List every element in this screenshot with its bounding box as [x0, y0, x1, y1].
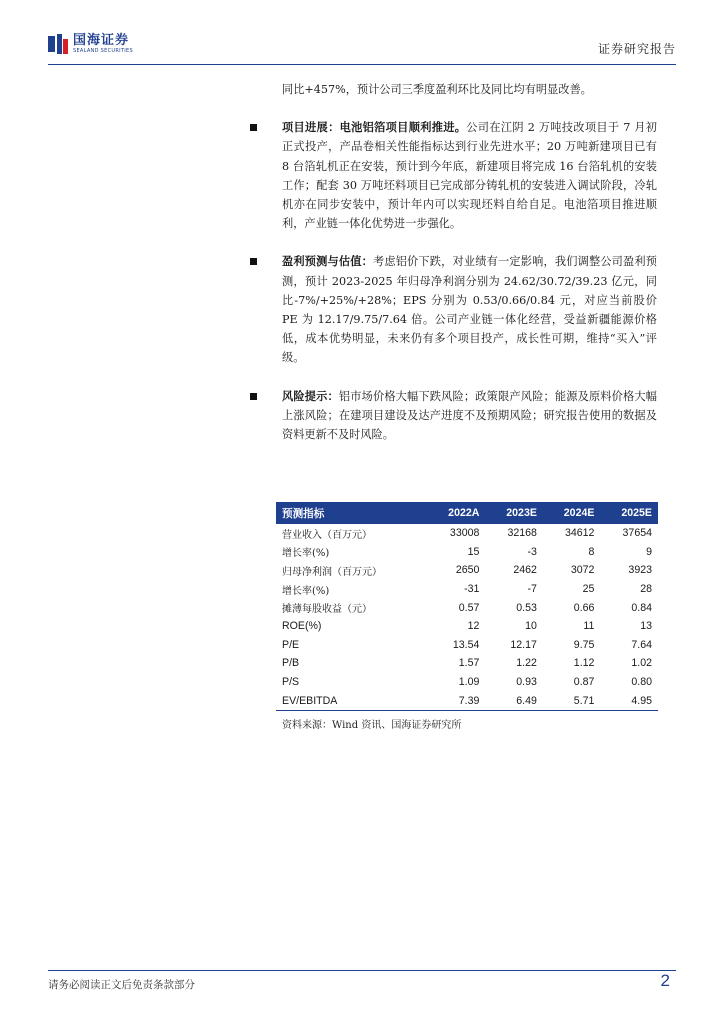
- table-row: [276, 543, 658, 562]
- table-cell: -3: [527, 545, 537, 558]
- table-cell: 25: [582, 583, 595, 596]
- table-cell: P/E: [282, 638, 300, 651]
- table-row: [276, 561, 658, 580]
- footer-disclaimer: 请务必阅读正文后免责条款部分: [48, 979, 195, 991]
- table-cell: 增长率(%): [282, 585, 330, 597]
- table-cell: EV/EBITDA: [276, 691, 427, 710]
- table-cell: 12.17: [510, 638, 537, 651]
- table-row: [276, 636, 658, 655]
- section-title: 项目进展：电池铝箔项目顺利推进。: [282, 120, 467, 135]
- section-text: 公司在江阴 2 万吨技改项目于 7 月初正式投产，产品卷相关性能指标达到行业先进水平；20 万吨新建项目已有 8 台箔轧机正在安装，预计到今年底，新建项目将完成 16 台箔轧机的安装工作；配套 30 万吨坯料项目已完成部分铸轧机的安装进入调试阶段，冷轧机亦在同步安装中，预计年内可以实现坯料自给自足。电池箔项目推进顺利，产业链一体化优势进一步强化。: [282, 121, 657, 231]
- table-cell: 2650: [455, 564, 480, 577]
- table-cell: 0.53: [516, 601, 537, 614]
- table-cell: 摊薄每股收益（元）: [282, 604, 372, 616]
- table-header-cell: 2023E: [485, 502, 543, 524]
- table-row: [276, 691, 658, 710]
- table-cell: 1.02: [631, 657, 652, 670]
- table-cell: 8: [588, 545, 595, 558]
- section-text: 考虑铝价下跌，对业绩有一定影响，我们调整公司盈利预测，预计 2023-2025 年归母净利润分别为 24.62/30.72/39.23 亿元，同比-7%/+25%/+28%；EPS 分别为 0.53/0.66/0.84 元，对应当前股价 PE 为 12.17/9.75/7.64 倍。公司产业链一体化经营，受益新疆能源价格低，成本优势明显，未来仍有多个项目投产，成长性可期，维持“买入”评级。: [282, 255, 657, 365]
- section-project-progress: [282, 118, 657, 233]
- table-cell: 0.57: [458, 601, 480, 614]
- page-number: 2: [660, 971, 670, 990]
- table-cell: 1.57: [458, 657, 480, 670]
- sealand-logo: [48, 32, 133, 56]
- table-cell: P/B: [282, 657, 300, 670]
- table-cell: 13: [640, 620, 652, 633]
- section-title: 盈利预测与估值：: [282, 254, 373, 269]
- forecast-table: [276, 502, 658, 711]
- table-cell: 3072: [570, 564, 595, 577]
- table-cell: 3923: [628, 564, 652, 577]
- table-row: [276, 673, 658, 692]
- table-header-cell: 2025E: [600, 502, 658, 524]
- table-source-note: 资料来源：Wind 资讯、国海证券研究所: [282, 720, 462, 731]
- table-row: [276, 580, 658, 599]
- table-cell: 0.93: [516, 676, 537, 689]
- table-cell: 归母净利润（百万元）: [282, 566, 382, 578]
- table-row: [276, 654, 658, 673]
- table-cell: 34612: [564, 527, 595, 540]
- table-cell: 37654: [622, 527, 652, 540]
- table-header-cell: 2022A: [427, 502, 485, 524]
- table-cell: P/S: [282, 676, 300, 689]
- logo-en: SEALAND SECURITIES: [73, 48, 133, 54]
- table-header-row: [276, 502, 658, 524]
- table-cell: 0.66: [573, 601, 595, 614]
- table-cell: 增长率(%): [282, 548, 330, 560]
- page-header: [48, 26, 676, 65]
- table-cell: 0.80: [631, 676, 652, 689]
- table-cell: 2462: [513, 564, 537, 577]
- bullet-square-icon: [250, 258, 257, 265]
- bullet-square-icon: [250, 393, 257, 400]
- section-text: 铝市场价格大幅下跌风险；政策限产风险；能源及原料价格大幅上涨风险；在建项目建设及达产进度不及预期风险；研究报告使用的数据及资料更新不及时风险。: [282, 389, 657, 442]
- table-cell: 11: [583, 620, 595, 633]
- table-cell: 9: [646, 545, 652, 558]
- page-footer: [48, 970, 676, 991]
- table-header-cell: 预测指标: [276, 502, 427, 524]
- table-cell: 5.71: [543, 691, 601, 710]
- table-cell: 1.12: [573, 657, 595, 670]
- intro-paragraph: 同比+457%，预计公司三季度盈利环比及同比均有明显改善。: [282, 83, 592, 96]
- table-header-cell: 2024E: [543, 502, 601, 524]
- table-cell: 7.64: [631, 638, 652, 651]
- table-cell: ROE(%): [282, 620, 322, 633]
- report-type: 证券研究报告: [597, 42, 676, 56]
- table-cell: -7: [527, 583, 537, 596]
- logo-icon: [48, 34, 68, 54]
- report-body: [282, 80, 657, 444]
- table-cell: 10: [525, 620, 537, 633]
- table-cell: 7.39: [427, 691, 485, 710]
- table-cell: 1.09: [458, 676, 480, 689]
- table-cell: 0.84: [631, 601, 652, 614]
- table-cell: 12: [467, 620, 480, 633]
- bullet-square-icon: [250, 124, 257, 131]
- table-cell: 4.95: [600, 691, 658, 710]
- section-risk: [282, 387, 657, 445]
- table-cell: 9.75: [573, 638, 595, 651]
- logo-cn: 国海证券: [73, 33, 130, 48]
- table-cell: 13.54: [452, 638, 480, 651]
- table-cell: 15: [467, 545, 480, 558]
- table-cell: 33008: [449, 527, 480, 540]
- table-cell: 6.49: [485, 691, 543, 710]
- table-cell: 28: [640, 583, 652, 596]
- table-cell: -31: [464, 583, 480, 596]
- table-row: [276, 598, 658, 617]
- table-row: [276, 617, 658, 636]
- table-cell: 0.87: [573, 676, 595, 689]
- table-row: [276, 524, 658, 543]
- section-title: 风险提示：: [282, 388, 339, 403]
- table-cell: 1.22: [516, 657, 537, 670]
- section-forecast-valuation: [282, 252, 657, 367]
- table-cell: 营业收入（百万元）: [282, 529, 372, 541]
- table-cell: 32168: [507, 527, 537, 540]
